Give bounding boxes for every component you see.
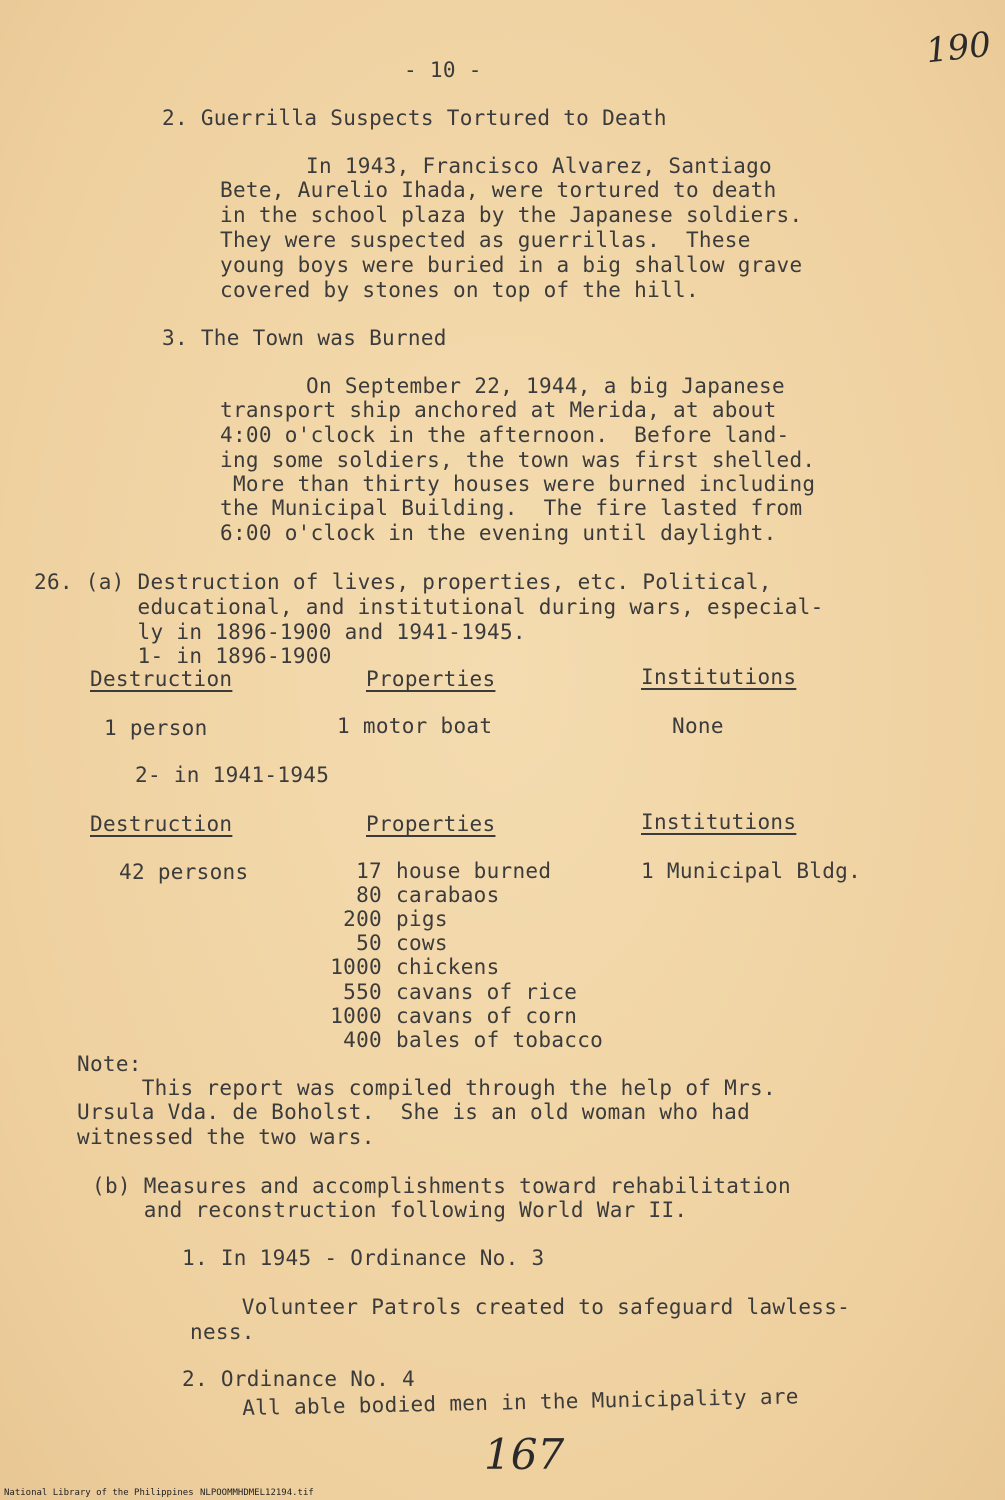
property-item: bales of tobacco xyxy=(396,1028,604,1052)
item-26b-line: and reconstruction following World War II. xyxy=(92,1198,688,1222)
page-number: - 10 - xyxy=(404,58,482,82)
property-item: carabaos xyxy=(396,883,500,907)
property-item: cavans of corn xyxy=(396,1004,578,1028)
table2-header-properties: Properties xyxy=(366,812,496,836)
section-2-line: covered by stones on top of the hill. xyxy=(220,278,699,302)
section-2-line: Bete, Aurelio Ihada, were tortured to death xyxy=(220,178,777,202)
property-item: cows xyxy=(396,931,448,955)
item-26b-sub2-line: All able bodied men in the Municipality are xyxy=(242,1384,799,1420)
footer-library: National Library of the Philippines xyxy=(4,1488,194,1498)
section-2-line: In 1943, Francisco Alvarez, Santiago xyxy=(306,154,772,178)
property-qty: 50 xyxy=(356,931,382,955)
note-line: This report was compiled through the help of Mrs. xyxy=(77,1076,776,1100)
property-qty: 17 xyxy=(356,859,382,883)
section-3-line: More than thirty houses were burned including xyxy=(220,472,816,496)
property-qty: 200 xyxy=(343,907,382,931)
note-line: witnessed the two wars. xyxy=(77,1125,375,1149)
section-3-line: On September 22, 1944, a big Japanese xyxy=(306,374,785,398)
section-2-line: young boys were buried in a big shallow grave xyxy=(220,253,803,277)
handwritten-page-number: 190 xyxy=(924,24,993,72)
item-26b-sub2-heading: 2. Ordinance No. 4 xyxy=(182,1367,415,1391)
table1-cell-institutions: None xyxy=(672,714,724,738)
property-item: house burned xyxy=(396,859,552,883)
item-26b-sub1-line: Volunteer Patrols created to safeguard lawless- xyxy=(190,1295,851,1319)
table1-cell-properties: 1 motor boat xyxy=(337,714,493,738)
table1-cell-destruction: 1 person xyxy=(104,716,208,740)
item-26b-sub1-line: ness. xyxy=(190,1320,255,1344)
section-2-line: in the school plaza by the Japanese soldiers. xyxy=(220,203,803,227)
item-26a-line: 1- in 1896-1900 xyxy=(34,644,332,668)
property-item: chickens xyxy=(396,955,500,979)
table2-cell-institutions: 1 Municipal Bldg. xyxy=(641,859,862,883)
table2-cell-destruction: 42 persons xyxy=(119,860,249,884)
section-3-line: transport ship anchored at Merida, at about xyxy=(220,398,777,422)
property-qty: 80 xyxy=(356,883,382,907)
table1-header-destruction: Destruction xyxy=(90,667,233,691)
item-26b-sub1-heading: 1. In 1945 - Ordinance No. 3 xyxy=(182,1246,545,1270)
property-qty: 550 xyxy=(343,980,382,1004)
note-line: Ursula Vda. de Boholst. She is an old woman who had xyxy=(77,1100,751,1124)
section-2-line: They were suspected as guerrillas. These xyxy=(220,228,751,252)
note-label: Note: xyxy=(77,1052,142,1076)
item-26a-line: 26. (a) Destruction of lives, properties, etc. Political, xyxy=(34,570,772,594)
section-2-heading: 2. Guerrilla Suspects Tortured to Death xyxy=(162,106,667,130)
section-3-line: the Municipal Building. The fire lasted from xyxy=(220,496,803,520)
table1-header-institutions: Institutions xyxy=(641,665,797,689)
handwritten-folio-number: 167 xyxy=(484,1430,565,1479)
period-2-label: 2- in 1941-1945 xyxy=(135,763,330,787)
table1-header-properties: Properties xyxy=(366,667,496,691)
property-qty: 400 xyxy=(343,1028,382,1052)
item-26a-line: ly in 1896-1900 and 1941-1945. xyxy=(34,620,526,644)
section-3-heading: 3. The Town was Burned xyxy=(162,326,447,350)
section-3-line: 4:00 o'clock in the afternoon. Before land- xyxy=(220,423,790,447)
section-3-line: 6:00 o'clock in the evening until daylight. xyxy=(220,521,777,545)
item-26b-line: (b) Measures and accomplishments toward rehabilitation xyxy=(92,1174,791,1198)
property-item: pigs xyxy=(396,907,448,931)
section-3-line: ing some soldiers, the town was first shelled. xyxy=(220,448,816,472)
table2-header-institutions: Institutions xyxy=(641,810,797,834)
property-qty: 1000 xyxy=(330,955,382,979)
property-item: cavans of rice xyxy=(396,980,578,1004)
item-26a-line: educational, and institutional during wars, especial- xyxy=(34,595,824,619)
property-qty: 1000 xyxy=(330,1004,382,1028)
footer-filename: NLPOOMMHDMEL12194.tif xyxy=(200,1488,314,1498)
table2-header-destruction: Destruction xyxy=(90,812,233,836)
